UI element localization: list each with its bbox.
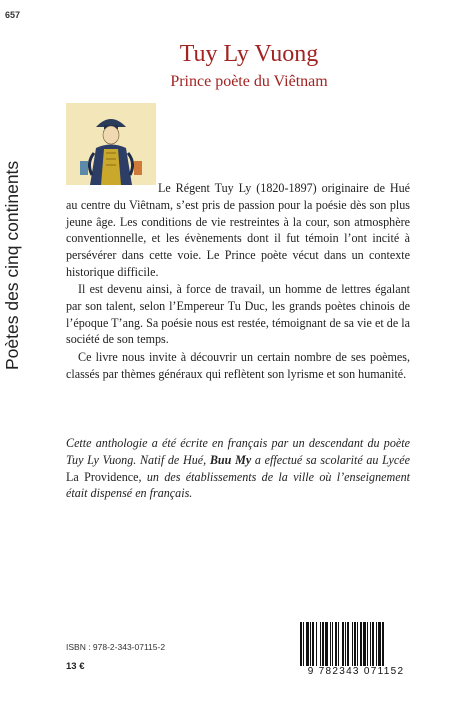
author-note-part-2: a effectué sa scolarité au Lycée: [251, 452, 411, 467]
author-name: Buu My: [209, 452, 252, 467]
barcode-bar: [354, 622, 356, 666]
isbn-text: ISBN : 978-2-343-07115-2: [66, 642, 166, 652]
book-title: Tuy Ly Vuong: [179, 41, 319, 67]
book-subtitle: Prince poète du Viêtnam: [170, 73, 328, 90]
barcode-bar: [322, 622, 324, 666]
barcode-bars: [296, 620, 414, 668]
collection-name: Poètes des cinq continents: [2, 160, 22, 370]
barcode-bar: [382, 622, 384, 666]
barcode-bar: [303, 622, 304, 666]
barcode-bar: [306, 622, 309, 666]
barcode-bar: [372, 622, 374, 666]
barcode-bar: [347, 622, 349, 666]
barcode-bar: [332, 622, 333, 666]
barcode-bar: [325, 622, 328, 666]
barcode-bar: [300, 622, 302, 666]
paragraph-author-note: [66, 435, 410, 502]
barcode-digits: 9 782343 071152: [307, 666, 405, 677]
author-note-part-3: , un des établissements de la ville où l’enseignement était dispensé en français.: [66, 469, 410, 501]
paragraph-biography: Le Régent Tuy Ly (1820-1897) originaire de Hué au centre du Viêtnam, s’est pris de passion pour la poésie dès son plus jeune âge. Les conditions de vie restreintes à la cour, son atmosphère conventionnelle, et les évènements dont il fut témoin l’ont incité à persévérer dans cette voie. Le Prince poète vécut dans un contexte historique difficile.: [66, 181, 410, 279]
barcode-bar: [363, 622, 366, 666]
barcode-bar: [367, 622, 368, 666]
barcode-bar: [360, 622, 362, 666]
portrait-illustration: [66, 103, 156, 185]
barcode-bar: [345, 622, 346, 666]
paragraph-career: Il est devenu ainsi, à force de travail, un homme de lettres égalant par son talent, selon l’Empereur Tu Duc, les grands poètes chinois de l’époque T’ang. Sa poésie nous est restée, témoignant de sa vie et de la société de son temps.: [66, 282, 410, 347]
barcode-bar: [320, 622, 321, 666]
barcode-bar: [330, 622, 331, 666]
barcode-bar: [352, 622, 353, 666]
paragraph-invitation: Ce livre nous invite à découvrir un certain nombre de ses poèmes, classés par thèmes généraux qui reflètent son lyrisme et son humanité.: [66, 350, 410, 381]
barcode-bar: [342, 622, 344, 666]
barcode-bar: [316, 622, 317, 666]
school-name: La Providence: [66, 469, 139, 484]
barcode-bar: [376, 622, 377, 666]
barcode-bar: [370, 622, 371, 666]
barcode-bar: [310, 622, 311, 666]
barcode-bar: [335, 622, 337, 666]
price-text: 13 €: [66, 661, 85, 672]
author-note-part-1: Cette anthologie a été écrite en français par un descendant du poète Tuy Ly Vuong. Natif de Hué,: [66, 436, 410, 467]
barcode-bar: [378, 622, 381, 666]
collection-number: 657: [5, 10, 21, 20]
barcode-bar: [312, 622, 314, 666]
barcode-bar: [357, 622, 358, 666]
barcode-bar: [338, 622, 339, 666]
